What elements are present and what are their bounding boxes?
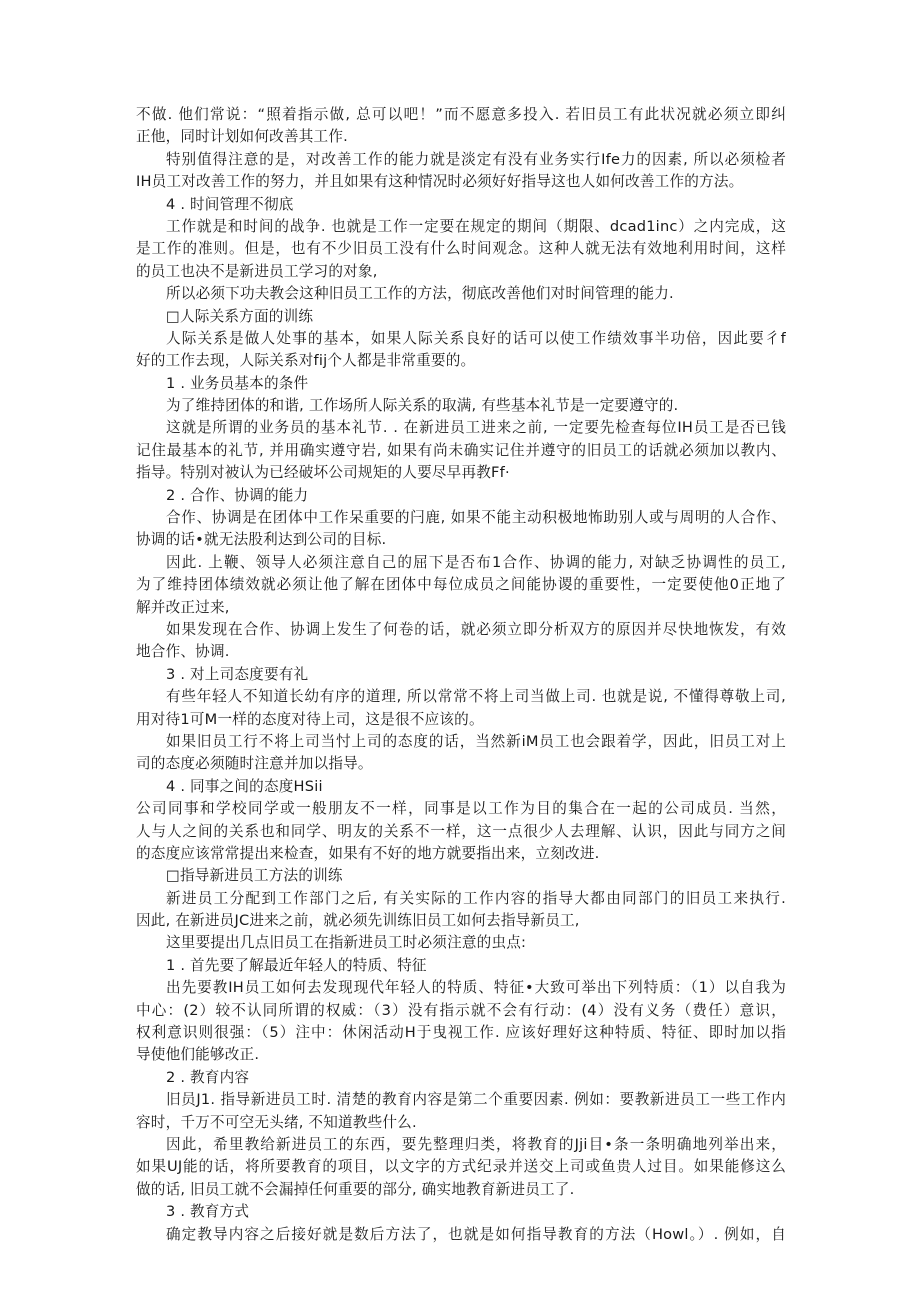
text-line: 好的工作去现，人际关系对fij个人都是非常重要的。 xyxy=(136,352,476,370)
text-line: 这里要提出几点旧员工在指新进员工时必须注意的虫点: xyxy=(166,934,527,952)
text-line: 为了维持团体的和谐, 工作场所人际关系的取满, 有些基本礼节是一定要遵守的. xyxy=(166,397,679,415)
text-line: 不做. 他们常说：“照着指示做, 总可以吧！”而不愿意多投入. 若旧员工有此状况就必须立即纠 xyxy=(136,106,786,123)
text-line: 2 . 教育内容 xyxy=(166,1068,250,1086)
text-line: 确定教导内容之后接好就是数后方法了，也就是如何指导教育的方法（Howl。）. 例如，自 xyxy=(166,1225,786,1243)
text-line: 为了维持团体绩效就必须让他了解在团体中每位成员之间能协谡的重要性，一定要使他0正地了 xyxy=(136,576,786,594)
text-line: 协调的话•就无法股利达到公司的目标. xyxy=(136,531,387,549)
text-line: 合作、协调是在团体中工作呆重要的闩鹿, 如果不能主动积极地怖助别人或与周明的人合作、 xyxy=(166,509,786,527)
text-line: 权利意识则很强：（5）注中：休闲活动H于曳视工作. 应该好理好这种特质、特征、即时加以指 xyxy=(136,1024,786,1042)
text-line: □指导新进员工方法的训练 xyxy=(166,867,343,885)
text-line: 2 . 合作、协调的能力 xyxy=(166,486,309,504)
text-line: □人际关系方面的训练 xyxy=(166,307,314,325)
text-line: 正他，同时计划如何改善其工作. xyxy=(136,128,348,146)
text-line: 的态度应该常常提出来检查，如果有不好的地方就要指出来，立刻改进. xyxy=(136,844,600,862)
text-line: 旧员J1. 指导新进员工时. 清楚的教育内容是第二个重要因素. 例如：要教新进员工一些工作内 xyxy=(166,1091,786,1109)
text-line: 容时，千万不可空无头绪, 不知道教些什么. xyxy=(136,1113,417,1131)
text-line: 的员工也决不是新进员工学习的对象, xyxy=(136,262,378,280)
text-line: 出先要教IH员工如何去发现现代年轻人的特质、特征•大致可举出下列特质：（1）以自我为 xyxy=(166,979,786,997)
text-line: 3 . 对上司态度要有礼 xyxy=(166,665,309,683)
text-line: 人与人之间的关系也和同学、明友的关系不一样，这一点很少人去理解、认识，因此与同方之间 xyxy=(136,822,786,840)
text-line: 1 . 业务员基本的条件 xyxy=(166,374,309,392)
text-line: 是工作的准则。但是，也有不少旧员工没有什么时间观念。这种人就无法有效地利用时间，这样 xyxy=(136,240,786,258)
text-line: 中心：(2）较不认同所谓的权威：（3）没有指示就不会有行动：(4）没有义务（费任）意识， xyxy=(136,1001,786,1019)
text-line: 4 . 时间管理不彻底 xyxy=(166,195,294,213)
document-body xyxy=(136,104,786,1246)
text-line: 4 . 同事之间的态度HSii xyxy=(166,777,323,795)
text-line: 3 . 教育方式 xyxy=(166,1203,250,1221)
text-line: 做的话, 旧员工就不会漏掉任何重要的部分, 确实地教育新进员工了. xyxy=(136,1180,575,1198)
text-line: 人际关系是做人处事的基本，如果人际关系良好的话可以使工作绩效事半功倍，因此要彳f xyxy=(166,329,786,347)
text-line: 司的态度必须随时注意并加以指导。 xyxy=(136,755,373,773)
text-line: 用对待1可M一样的态度对待上司，这是很不应该的。 xyxy=(136,710,484,728)
text-line: 特别值得注意的是，对改善工作的能力就是淡定有没有业务实行Ife力的因素, 所以必须检者 xyxy=(166,150,786,168)
text-line: 导使他们能够改正. xyxy=(136,1046,260,1064)
text-line: 解并改正过来, xyxy=(136,598,230,616)
text-line: 因此，希里教给新进员工的东西，要先整理归类，将教育的Jji目•条一条明确地列举出来， xyxy=(166,1135,786,1153)
text-line: 如果旧员工行不将上司当忖上司的态度的话，当然新iM员工也会跟着学，因此，旧员工对上 xyxy=(166,732,786,750)
text-line: IH员工对改善工作的努力，并且如果有这种情况时必须好好指导这也人如何改善工作的方法。 xyxy=(136,173,744,191)
text-line: 所以必须下功夫教会这种旧员工工作的方法，彻底改善他们对时间管理的能力. xyxy=(166,285,674,303)
text-line: 这就是所谓的业务员的基本礼节. . 在新进员工进来之前, 一定要先检查每位IH员工是否已钱 xyxy=(166,419,786,437)
text-line: 因此. 上鞭、领导人必须注意自己的屈下是否布1合作、协调的能力, 对缺乏协调性的员工, xyxy=(166,553,786,571)
text-line: 地合作、协调. xyxy=(136,643,230,661)
text-line: 记住最基本的礼节, 并用确实遵守岩, 如果有尚未确实记住并遵守的旧员工的话就必须加以教内、 xyxy=(136,441,786,459)
text-line: 公司同事和学校同学或一般朋友不一样，同事是以工作为目的集合在一起的公司成员. 当然， xyxy=(136,800,786,818)
text-line: 如果发现在合作、协调上发生了何卷的话，就必须立即分析双方的原因并尽快地恢发，有效 xyxy=(166,620,786,638)
text-line: 工作就是和时间的战争. 也就是工作一定要在规定的期间（期限、dcad1inc）之内完成，这 xyxy=(166,217,786,235)
text-line: 如果UJ能的话，将所要教育的项目，以文字的方式纪录并送交上司或鱼贵人过目。如果能修这么 xyxy=(136,1158,786,1176)
text-line: 有些年轻人不知道长幼有序的道理, 所以常常不将上司当做上司. 也就是说, 不懂得尊敬上司, xyxy=(166,688,786,706)
text-line: 因此, 在新进员JC进来之前，就必须先训练旧员工如何去指导新员工, xyxy=(136,912,580,930)
text-line: 指导。特别对被认为已经破坏公司规矩的人要尽早再教Ff· xyxy=(136,464,510,482)
text-line: 新进员工分配到工作部门之后, 有关实际的工作内容的指导大都由同部门的旧员工来执行. xyxy=(166,889,786,907)
text-line: 1 . 首先要了解最近年轻人的特质、特征 xyxy=(166,956,427,974)
